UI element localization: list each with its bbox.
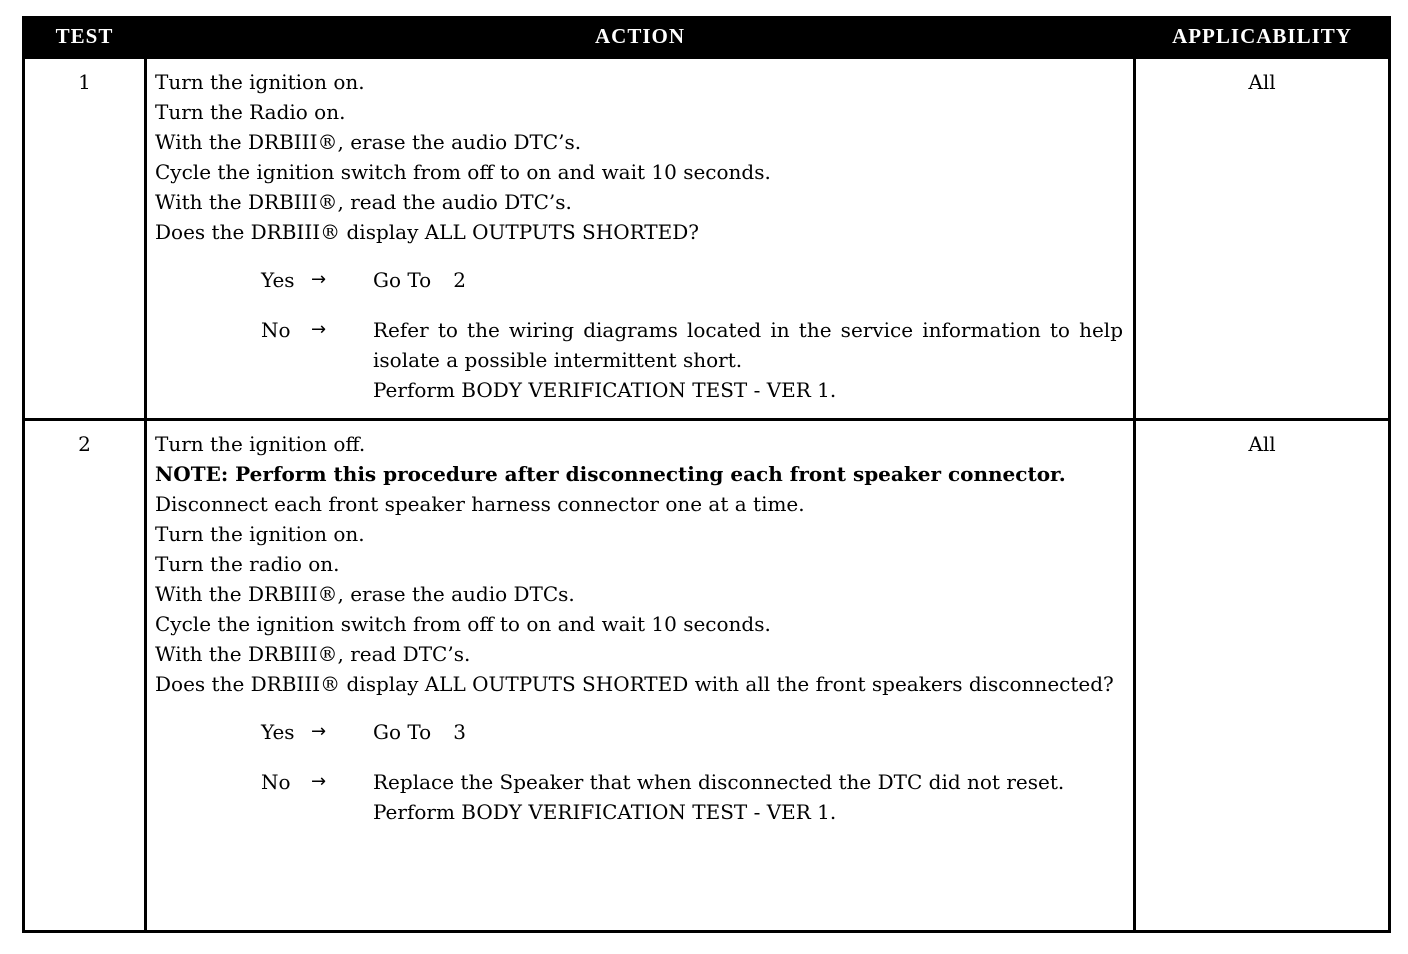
answer-block xyxy=(155,717,1123,827)
test-row-1 xyxy=(24,58,1390,420)
applicability: All xyxy=(1135,420,1390,932)
no-instruction: Replace the Speaker that when disconnected the DTC did not reset. xyxy=(373,770,1065,794)
header-row xyxy=(24,16,1390,58)
no-instruction: Refer to the wiring diagrams located in the service information to help isolate a possible intermittent short. xyxy=(373,318,1123,372)
goto-target: 2 xyxy=(453,268,466,292)
action-question: Does the DRBIII® display ALL OUTPUTS SHORTED? xyxy=(155,220,699,244)
action-step: Turn the radio on. xyxy=(155,552,340,576)
action-cell xyxy=(146,58,1135,420)
action-step: Turn the ignition off. xyxy=(155,432,366,456)
right-arrow-icon: → xyxy=(311,319,327,340)
no-branch xyxy=(261,315,1123,405)
action-cell xyxy=(146,420,1135,932)
action-step: Turn the Radio on. xyxy=(155,100,346,124)
verification-instruction: Perform BODY VERIFICATION TEST - VER 1. xyxy=(373,378,837,402)
action-step: With the DRBIII®, read the audio DTC’s. xyxy=(155,190,572,214)
yes-branch xyxy=(261,717,1123,747)
applicability: All xyxy=(1135,58,1390,420)
action-question: Does the DRBIII® display ALL OUTPUTS SHORTED with all the front speakers disconnected? xyxy=(155,672,1114,696)
yes-branch xyxy=(261,265,1123,295)
header-action: ACTION xyxy=(146,16,1135,58)
no-label: No xyxy=(261,318,291,342)
answer-block xyxy=(155,265,1123,405)
right-arrow-icon: → xyxy=(311,269,327,290)
goto-text: Go To xyxy=(373,268,432,292)
test-number: 2 xyxy=(24,420,146,932)
no-label: No xyxy=(261,770,291,794)
right-arrow-icon: → xyxy=(311,721,327,742)
test-number: 1 xyxy=(24,58,146,420)
yes-label: Yes xyxy=(261,268,295,292)
procedure-note: NOTE: Perform this procedure after disconnecting each front speaker connector. xyxy=(155,462,1066,486)
action-step: Cycle the ignition switch from off to on and wait 10 seconds. xyxy=(155,612,771,636)
test-row-2 xyxy=(24,420,1390,932)
action-step: Disconnect each front speaker harness connector one at a time. xyxy=(155,492,805,516)
action-step: Turn the ignition on. xyxy=(155,522,365,546)
verification-instruction: Perform BODY VERIFICATION TEST - VER 1. xyxy=(373,800,837,824)
header-applicability: APPLICABILITY xyxy=(1135,16,1390,58)
action-step: Turn the ignition on. xyxy=(155,70,365,94)
action-step: With the DRBIII®, erase the audio DTCs. xyxy=(155,582,575,606)
action-step: With the DRBIII®, read DTC’s. xyxy=(155,642,471,666)
no-branch xyxy=(261,767,1123,827)
action-step: With the DRBIII®, erase the audio DTC’s. xyxy=(155,130,582,154)
yes-label: Yes xyxy=(261,720,295,744)
right-arrow-icon: → xyxy=(311,771,327,792)
goto-target: 3 xyxy=(453,720,466,744)
action-step: Cycle the ignition switch from off to on and wait 10 seconds. xyxy=(155,160,771,184)
header-test: TEST xyxy=(24,16,146,58)
goto-text: Go To xyxy=(373,720,432,744)
diagnostic-test-table xyxy=(22,16,1391,933)
